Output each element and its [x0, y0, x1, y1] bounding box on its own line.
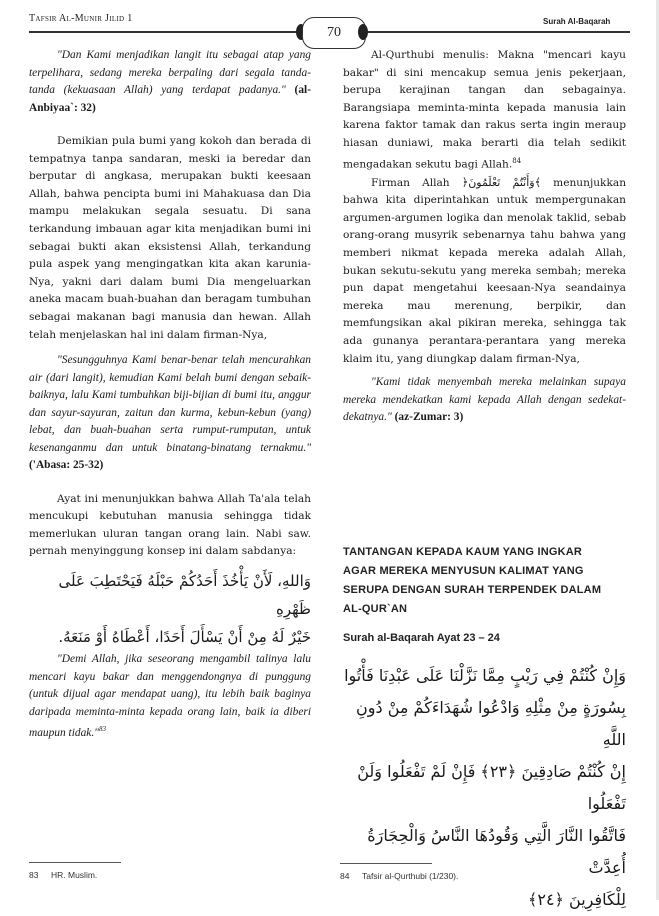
running-header-left: Tafsir Al-Munir Jilid 1	[29, 13, 133, 24]
hadith-arabic-line-1: وَاللهِ، لَأَنْ يَأْخُذَ أَحَدُكُمْ حَبْلَهُ فَيَحْتَطِبَ عَلَى ظَهْرِهِ	[58, 572, 311, 618]
verse-arabic-line-1: وَإِنْ كُنْتُمْ فِي رَيْبٍ مِمَّا نَزَّلْنَا عَلَى عَبْدِنَا فَأْتُوا	[344, 666, 626, 685]
footnote-marker-83[interactable]: 83	[98, 725, 106, 733]
paragraph-qurthubi-text: Al-Qurthubi menulis: Makna "mencari kayu bakar" di sini mencakup semua jenis pekerjaan, berupa kerajinan tangan dan sebagainya. Barangsiapa meminta-minta kepada manusia lain karena faktor tamak dan rakus serta ingin meraup hiasan duniawi, maka berarti dia telah sedikit mengadakan sekutu bagi Allah.	[343, 49, 626, 171]
verse-arabic-line-3: إِنْ كُنْتُمْ صَادِقِينَ ﴿٢٣﴾ فَإِنْ لَمْ تَفْعَلُوا وَلَنْ تَفْعَلُوا	[357, 762, 626, 813]
right-column	[343, 47, 626, 427]
quote-zumar-reference: (az-Zumar: 3)	[394, 411, 464, 424]
page-number: 70	[327, 25, 341, 40]
section-heading: TANTANGAN KEPADA KAUM YANG INGKAR AGAR MEREKA MENYUSUN KALIMAT YANG SERUPA DENGAN SURAH TERPENDEK DALAM AL-QUR`AN	[343, 546, 602, 615]
footnote-text: Tafsir al-Qurthubi (1/230).	[362, 871, 459, 881]
page-number-badge	[302, 17, 366, 49]
footnote-83	[29, 870, 97, 880]
hadith-arabic-line-2: خَيْرٌ لَهُ مِنْ أَنْ يَسْأَلَ أَحَدًا، أَعْطَاهُ أَوْ مَنَعَهُ.	[58, 628, 311, 646]
paragraph-firman-rest: menunjukkan bahwa kita diperintahkan untuk mempergunakan argumen-argumen logika dan menolak taklid, sebab orang-orang musyrik sebenarnya tahu bahwa yang memberi nikmat kepada mereka adalah Allah, bukan sekutu-sekutu yang mereka sembah; mereka pun dapat mengetahui keesaan-Nya seandainya mereka mau merenung, berpikir, dan memfungsikan akal pikiran mereka, sehingga tak ada gunanya perantara-perantara yang mereka klaim itu, yang diungkap dalam firman-Nya,	[343, 176, 627, 365]
footnote-marker-84[interactable]: 84	[512, 156, 522, 165]
verse-arabic-line-2: بِسُورَةٍ مِنْ مِثْلِهِ وَادْعُوا شُهَدَاءَكُمْ مِنْ دُونِ اللَّهِ	[356, 698, 626, 749]
paragraph-ayat: Ayat ini menunjukkan bahwa Allah Ta'ala telah mencukupi kebutuhan manusia sehingga tidak memerlukan uluran tangan orang lain. Nabi saw. pernah menyinggung konsep ini dalam sabdanya:	[29, 492, 311, 558]
header-rule-left	[29, 31, 297, 33]
ornament-right-icon	[358, 24, 368, 40]
quote-anbiya-reference: (al-Anbiyaa`: 32)	[29, 84, 311, 114]
paragraph-firman-start: Firman Allah	[371, 176, 450, 189]
verse-arabic-line-5: لِلْكَافِرِينَ ﴿٢٤﴾	[527, 890, 626, 909]
section-subheading: Surah al-Baqarah Ayat 23 – 24	[343, 632, 500, 644]
left-column	[29, 47, 311, 742]
verse-arabic-line-4: فَاتَّقُوا النَّارَ الَّتِي وَقُودُهَا النَّاسُ وَالْحِجَارَةُ أُعِدَّتْ	[367, 826, 626, 877]
paragraph-qurthubi	[343, 47, 626, 174]
quote-zumar	[343, 374, 626, 427]
hadith-translation-text: "Demi Allah, jika seseorang mengambil talinya lalu mencari kayu bakar dan menggendongnya di punggung (untuk dijual agar mendapat uang), itu lebih baik baginya daripada meminta-minta kepada orang lain, baik ia diberi maupun tidak."	[29, 653, 311, 739]
quote-abasa-text: "Sesungguhnya Kami benar-benar telah mencurahkan air (dari langit), kemudian Kami belah bumi dengan sebaik-baiknya, lalu Kami tumbuhkan biji-bijian di bumi itu, anggur dan sayur-sayuran, zaitun dan kurma, kebun-kebun (yang) lebat, dan buah-buahan serta rumput-rumputan, untuk kesenanganmu dan untuk binatang-binatang ternakmu."	[29, 354, 311, 454]
quote-zumar-text: "Kami tidak menyembah mereka melainkan supaya mereka mendekatkan kami kepada Allah dengan sedekat-dekatnya."	[343, 376, 626, 424]
paragraph-bumi: Demikian pula bumi yang kokoh dan berada di tempatnya tanpa sandaran, meski ia beredar dan berputar di angkasa, merupakan bukti keesaan Allah, bahwa pencipta bumi ini Mahakuasa dan Dia mampu melakukan segala sesuatu. Di sana terkandung imbauan agar kita menjadikan bumi ini sebagai bukti akan eksistensi Allah, terkandung pula aspek yang mengingatkan kita akan karunia-Nya, yakni dari dalam bumi Dia mengeluarkan aneka macam buah-buahan dan beragam tumbuhan sebagai makanan bagi manusia dan hewan. Allah telah menjelaskan hal ini dalam firman-Nya,	[29, 135, 311, 341]
footnote-number: 84	[340, 871, 350, 881]
footnote-rule-left	[29, 862, 121, 863]
header-rule-right	[368, 31, 630, 33]
firman-arabic-inline: ﴿وَأَنْتُمْ تَعْلَمُونَ﴾	[461, 175, 542, 189]
footnote-text: HR. Muslim.	[51, 870, 98, 880]
footnote-number: 83	[29, 870, 39, 880]
quote-abasa	[29, 352, 311, 475]
paragraph-firman	[343, 174, 626, 369]
footnote-rule-right	[340, 863, 432, 864]
footnote-84	[340, 871, 458, 881]
running-header-right: Surah Al-Baqarah	[543, 17, 611, 26]
quote-anbiya	[29, 47, 311, 117]
quote-anbiya-text: "Dan Kami menjadikan langit itu sebagai atap yang terpelihara, sedang mereka berpaling dari segala tanda-tanda (kekuasaan Allah) yang terdapat padanya."	[29, 49, 311, 96]
hadith-translation	[29, 651, 311, 742]
quote-abasa-reference: ('Abasa: 25-32)	[29, 459, 104, 472]
